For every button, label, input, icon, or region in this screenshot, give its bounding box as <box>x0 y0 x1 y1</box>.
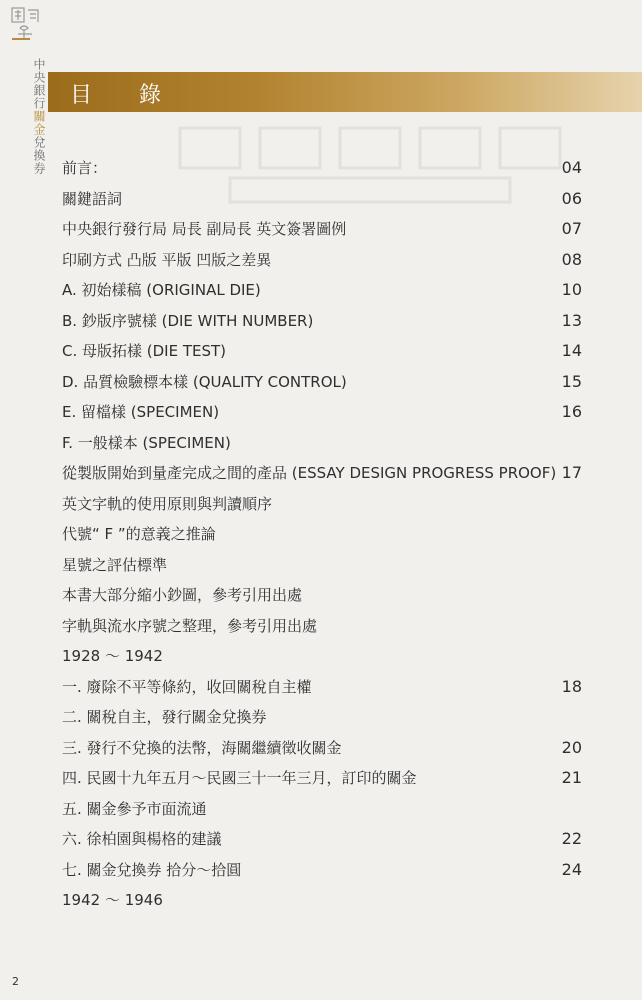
toc-entry[interactable] <box>62 552 582 578</box>
toc-entry-label: 1942 ～ 1946 <box>62 891 163 909</box>
side-book-title <box>30 58 46 175</box>
toc-entry-page: 24 <box>561 859 582 879</box>
toc-entry-page: 13 <box>561 310 582 330</box>
side-title-part-3: 兌換券 <box>32 136 46 175</box>
toc-entry-label: 六. 徐柏園與楊格的建議 <box>62 830 222 848</box>
side-title-part-1: 中央銀行 <box>32 58 46 110</box>
side-title-part-2: 關金 <box>32 110 46 136</box>
toc-entry[interactable] <box>62 796 582 822</box>
toc-entry-label: A. 初始樣稿 (ORIGINAL DIE) <box>62 281 261 299</box>
toc-entry[interactable] <box>62 704 582 730</box>
toc-entry-page: 18 <box>561 676 582 696</box>
page-number: 2 <box>12 975 19 988</box>
toc-entry[interactable] <box>62 369 582 395</box>
toc-entry-label: 五. 關金參予市面流通 <box>62 799 207 818</box>
toc-entry[interactable] <box>62 277 582 303</box>
toc-entry[interactable] <box>62 247 582 273</box>
toc-entry-label: D. 品質檢驗標本樣 (QUALITY CONTROL) <box>62 372 347 391</box>
toc-entry-label: B. 鈔版序號樣 (DIE WITH NUMBER) <box>62 311 314 330</box>
toc-entry-page: 08 <box>561 249 582 269</box>
toc-entry-label: E. 留檔樣 (SPECIMEN) <box>62 403 220 421</box>
toc-entry-page: 10 <box>561 280 582 299</box>
toc-entry-page: 20 <box>561 737 582 757</box>
toc-entry-page: 06 <box>561 188 582 208</box>
toc-entry-label: 四. 民國十九年五月～民國三十一年三月，訂印的關金 <box>62 769 417 787</box>
toc-entry-label: 星號之評估標準 <box>62 555 168 574</box>
toc-entry-label: C. 母版拓樣 (DIE TEST) <box>62 342 227 360</box>
toc-entry-page: 14 <box>561 341 582 360</box>
seal-logo-icon <box>6 4 46 48</box>
toc-entry[interactable] <box>62 216 582 242</box>
toc-entry[interactable] <box>62 521 582 547</box>
toc-entry-label: 中央銀行發行局 局長 副局長 英文簽署圖例 <box>62 220 347 238</box>
toc-entry[interactable] <box>62 308 582 334</box>
toc-entry[interactable] <box>62 582 582 608</box>
toc-entry-page: 21 <box>561 768 582 787</box>
toc-entry[interactable] <box>62 460 582 486</box>
toc-entry[interactable] <box>62 857 582 883</box>
toc-entry[interactable] <box>62 735 582 761</box>
toc-entry[interactable] <box>62 643 582 669</box>
toc-entry[interactable] <box>62 399 582 425</box>
toc-entry[interactable] <box>62 338 582 364</box>
toc-entry[interactable] <box>62 674 582 700</box>
toc-entry-label: 三. 發行不兌換的法幣，海關繼續徵收關金 <box>62 738 342 757</box>
toc-entry-page: 15 <box>561 371 582 391</box>
toc-entry-page: 17 <box>561 463 582 482</box>
toc-entry-page: 04 <box>561 158 582 177</box>
toc-entry-label: 二. 關稅自主，發行關金兌換券 <box>62 708 267 726</box>
toc-entry-label: 印刷方式 凸版 平版 凹版之差異 <box>62 250 272 269</box>
toc-entry[interactable] <box>62 155 582 181</box>
toc-entry-label: 本書大部分縮小鈔圖，參考引用出處 <box>62 586 303 604</box>
toc-entry-label: 七. 關金兌換券 拾分～拾圓 <box>62 860 242 879</box>
toc-entry-page: 22 <box>561 829 582 848</box>
toc-entry-label: 一. 廢除不平等條約，收回關稅自主權 <box>62 677 312 696</box>
toc-entry-label: 前言： <box>62 159 108 177</box>
toc-entry[interactable] <box>62 186 582 212</box>
toc-entry[interactable] <box>62 491 582 517</box>
toc-entry-page: 16 <box>561 402 582 421</box>
toc-entry-label: F. 一般樣本 (SPECIMEN) <box>62 433 231 452</box>
toc-entry[interactable] <box>62 887 582 913</box>
toc-entry[interactable] <box>62 826 582 852</box>
toc-entry-page: 07 <box>561 219 582 238</box>
toc-entry-label: 英文字軌的使用原則與判讀順序 <box>62 494 273 513</box>
accent-rule <box>12 38 30 40</box>
toc-entry[interactable] <box>62 430 582 456</box>
toc-entry[interactable] <box>62 765 582 791</box>
toc-entry-label: 關鍵語詞 <box>62 189 123 208</box>
toc-entry[interactable] <box>62 613 582 639</box>
toc-entry-label: 1928 ～ 1942 <box>62 647 163 665</box>
toc-entry-label: 字軌與流水序號之整理，參考引用出處 <box>62 616 318 635</box>
toc-entry-label: 從製版開始到量產完成之間的產品 (ESSAY DESIGN PROGRESS PROOF) <box>62 464 557 482</box>
page-title: 目 錄 <box>70 83 181 108</box>
toc-entry-label: 代號“ F ”的意義之推論 <box>62 525 216 543</box>
